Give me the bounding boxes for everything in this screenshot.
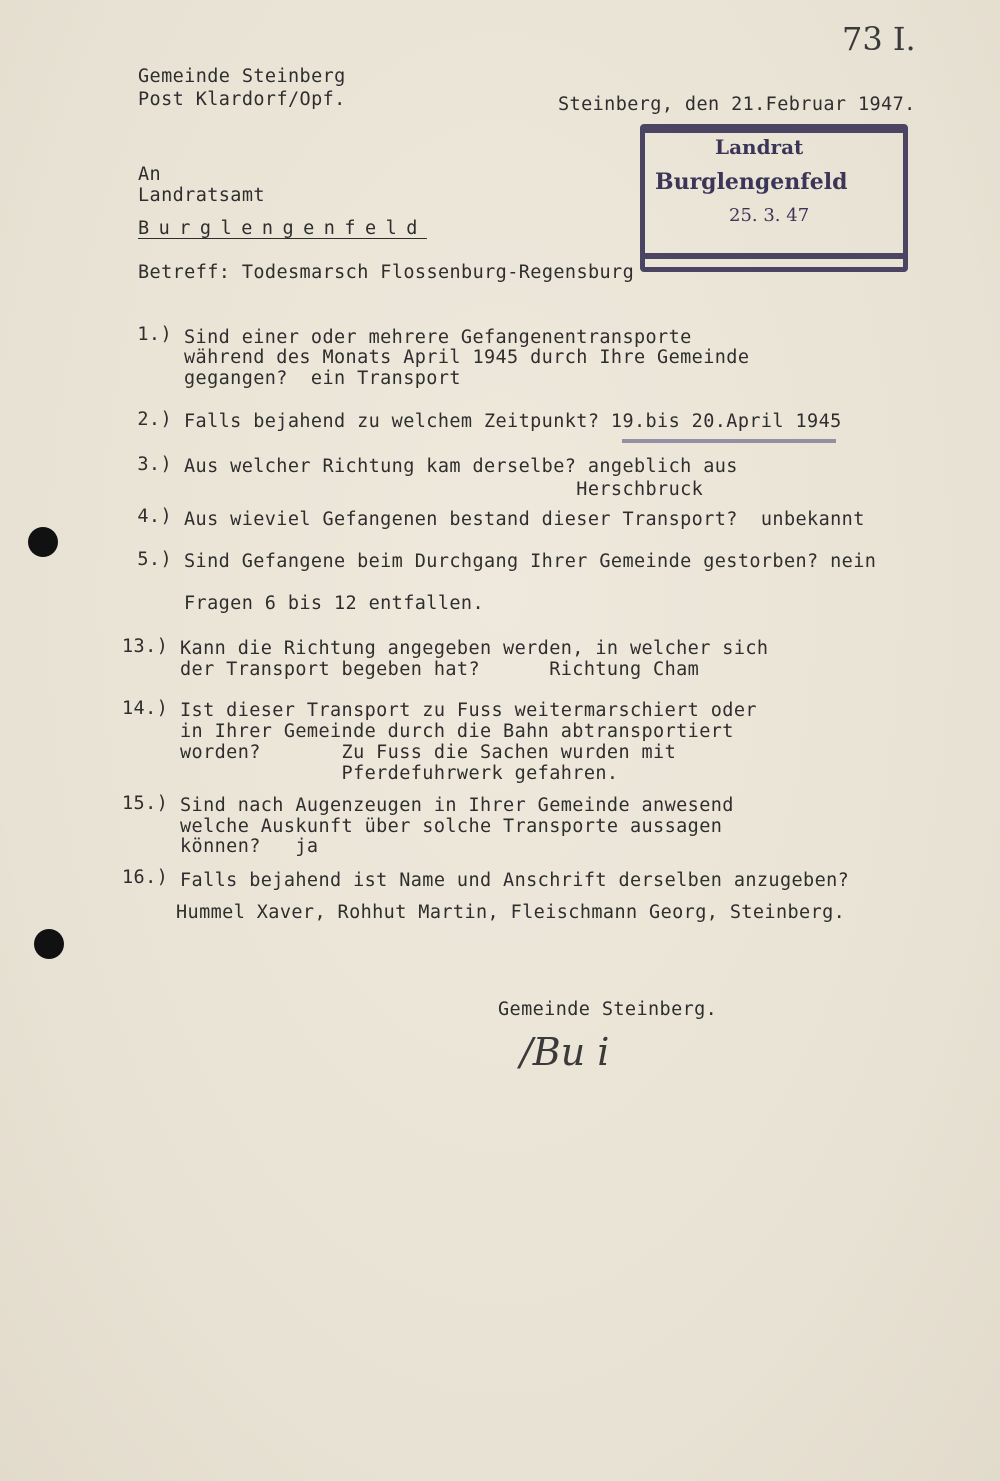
question-15-line-2: welche Auskunft über solche Transporte aussagen xyxy=(180,816,723,837)
question-13-line-1: Kann die Richtung angegeben werden, in welcher sich xyxy=(180,638,769,659)
closing-line: Gemeinde Steinberg. xyxy=(498,999,718,1020)
stamp-line-2: Burglengenfeld xyxy=(655,169,848,195)
question-13-number: 13.) xyxy=(122,636,169,657)
question-4-line-1: Aus wieviel Gefangenen bestand dieser Transport? unbekannt xyxy=(184,509,865,530)
skip-note: Fragen 6 bis 12 entfallen. xyxy=(184,593,484,614)
question-5-line-1: Sind Gefangene beim Durchgang Ihrer Gemeinde gestorben? nein xyxy=(184,551,877,572)
question-14-number: 14.) xyxy=(122,698,169,719)
question-1-line-3: gegangen? ein Transport xyxy=(184,368,461,389)
question-3-line-1: Aus welcher Richtung kam derselbe? angeblich aus xyxy=(184,456,738,477)
question-2-number: 2.) xyxy=(137,409,172,430)
question-1-number: 1.) xyxy=(137,324,172,345)
stamp-date: 25. 3. 47 xyxy=(729,205,810,226)
sender-line-2: Post Klardorf/Opf. xyxy=(138,89,346,110)
question-15-line-3: können? ja xyxy=(180,836,319,857)
question-14-line-2: in Ihrer Gemeinde durch die Bahn abtransportiert xyxy=(180,721,734,742)
recipient-an: An xyxy=(138,164,162,185)
recipient-office: Landratsamt xyxy=(138,185,265,206)
question-14-line-1: Ist dieser Transport zu Fuss weitermarschiert oder xyxy=(180,700,757,721)
question-3-number: 3.) xyxy=(137,454,172,475)
question-15-line-1: Sind nach Augenzeugen in Ihrer Gemeinde anwesend xyxy=(180,795,734,816)
received-stamp xyxy=(640,124,908,272)
question-14-line-4: Pferdefuhrwerk gefahren. xyxy=(180,763,619,784)
page-number: 73 I. xyxy=(842,20,916,58)
question-1-line-1: Sind einer oder mehrere Gefangenentransporte xyxy=(184,327,692,348)
stamp-line-1: Landrat xyxy=(715,135,804,159)
question-16-number: 16.) xyxy=(122,867,169,888)
question-16-line-2: Hummel Xaver, Rohhut Martin, Fleischmann Georg, Steinberg. xyxy=(176,902,846,923)
question-16-line-1: Falls bejahend ist Name und Anschrift derselben anzugeben? xyxy=(180,870,850,891)
signature: /Bu i xyxy=(520,1030,610,1074)
subject-line: Betreff: Todesmarsch Flossenburg-Regensburg xyxy=(138,262,635,283)
question-3-line-2: Herschbruck xyxy=(184,479,704,500)
place-date: Steinberg, den 21.Februar 1947. xyxy=(558,94,916,115)
question-1-line-2: während des Monats April 1945 durch Ihre Gemeinde xyxy=(184,347,750,368)
question-15-number: 15.) xyxy=(122,793,169,814)
question-4-number: 4.) xyxy=(137,506,172,527)
question-13-line-2: der Transport begeben hat? Richtung Cham xyxy=(180,659,700,680)
question-14-line-3: worden? Zu Fuss die Sachen wurden mit xyxy=(180,742,677,763)
punch-hole-lower xyxy=(34,929,64,959)
punch-hole-upper xyxy=(28,527,58,557)
underline-mark xyxy=(622,439,836,443)
recipient-city: Burglengenfeld xyxy=(138,218,427,239)
sender-line-1: Gemeinde Steinberg xyxy=(138,66,346,87)
question-2-line-1: Falls bejahend zu welchem Zeitpunkt? 19.bis 20.April 1945 xyxy=(184,411,842,432)
question-5-number: 5.) xyxy=(137,549,172,570)
